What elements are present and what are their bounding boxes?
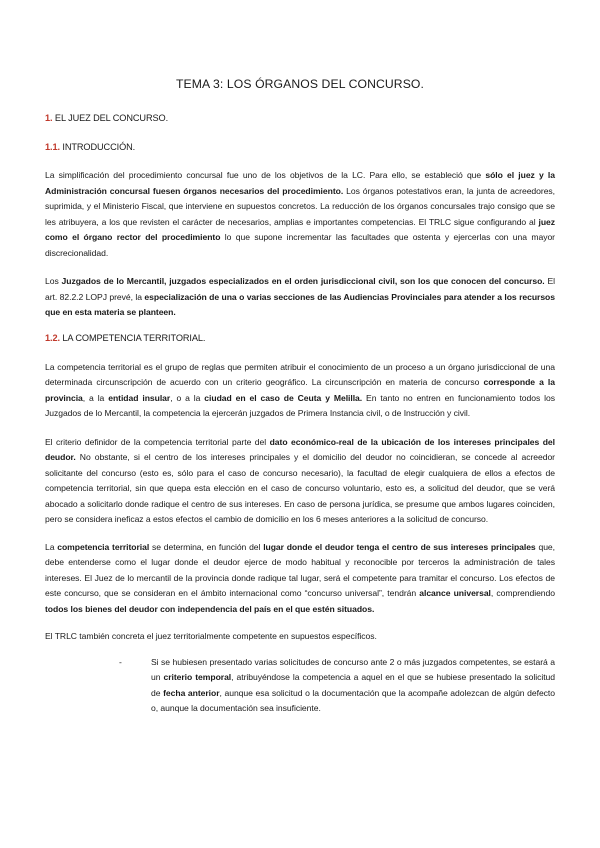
paragraph-trlc-supuestos: El TRLC también concreta el juez territorialmente competente en supuestos específicos.: [45, 631, 377, 641]
bullet-text: Si se hubiesen presentado varias solicitudes de concurso ante 2 o más juzgados competentes, se estará a un criterio temporal, atribuyéndose la competencia a aquel en el que se hubiese presentado la solicitud de fecha anterior, aunque esa solicitud o la documentación que la acompañe adolezcan de algún defecto o, aunque la documentación sea insuficiente.: [151, 656, 556, 713]
section-label: EL JUEZ DEL CONCURSO.: [52, 113, 169, 123]
section-number: 1.: [45, 113, 53, 123]
bullet-marker: -: [119, 656, 122, 667]
section-number: 1.2.: [45, 332, 60, 343]
paragraph-simplificacion: La simplificación del procedimiento concursal fue uno de los objetivos de la LC. Para ello, se estableció que sólo el juez y la Administración concursal fuesen órganos necesarios del procedimiento. Los órganos potestativos eran, la junta de acreedores, suprimida, y el Ministerio Fiscal, que interviene en supuestos concretos. La reducción de los órganos concursales trajo consigo que se les atribuyera, a los que revisten el carácter de necesarios, amplias e importantes competencias. El TRLC sigue configurando al juez como el órgano rector del procedimiento lo que supone incrementar las facultades que ostenta y ejercerlas con una mayor discrecionalidad.: [45, 170, 556, 258]
section-heading-introduccion: [45, 141, 555, 153]
list-item: [45, 655, 555, 717]
section-heading-competencia-territorial: [45, 332, 555, 344]
paragraph-criterio-definidor: El criterio definidor de la competencia territorial parte del dato económico-real de la ubicación de los intereses principales del deudor. No obstante, si el centro de los intereses principales y el domicilio del deudor no coincidieran, se concede al acreedor solicitante del concurso (esto es, sólo para el caso de concurso necesario), la facultad de elegir cualquiera de ellos a efectos de competencia territorial, sin que quepa esta elección en el caso de concurso voluntario, esto es, a solicitud del deudor, que se verá abocado a solicitarlo donde radique el centro de sus intereses. En caso de persona jurídica, se presume que ambos lugares coinciden, pero se considera ineficaz a estos efectos el cambio de domicilio en los 6 meses anteriores a la solicitud de concurso.: [45, 436, 555, 524]
section-label: LA COMPETENCIA TERRITORIAL.: [59, 332, 206, 343]
section-heading-juez: [45, 112, 555, 124]
section-label: INTRODUCCIÓN.: [59, 142, 136, 152]
bullet-list: [45, 655, 555, 717]
paragraph-competencia-definicion: La competencia territorial es el grupo de reglas que permiten atribuir el conocimiento de un proceso a un órgano jurisdiccional de una determinada circunscripción de acuerdo con un criterio geográfico. La circunscripción en materia de concurso corresponde a la provincia, a la entidad insular, o a la ciudad en el caso de Ceuta y Melilla. En tanto no entren en funcionamiento todos los Juzgados de lo Mercantil, la competencia la ejercerán juzgados de Primera Instancia civil, o de Instrucción y civil.: [45, 361, 556, 418]
section-number: 1.1.: [45, 142, 60, 152]
paragraph-determinacion-competencia: La competencia territorial se determina, en función del lugar donde el deudor tenga el centro de sus intereses principales que, debe entenderse como el lugar donde el deudor ejerce de modo habitual y reconocible por terceros la administración de tales intereses. El Juez de lo mercantil de la provincia donde radique tal lugar, será el competente para tramitar el concurso. Los efectos de este concurso, que se consideran en el ámbito internacional como “concurso universal”, tendrán alcance universal, comprendiendo todos los bienes del deudor con independencia del país en el que estén situados.: [45, 541, 555, 614]
paragraph-juzgados-mercantil: Los Juzgados de lo Mercantil, juzgados especializados en el orden jurisdiccional civil, son los que conocen del concurso. El art. 82.2.2 LOPJ prevé, la especialización de una o varias secciones de las Audiencias Provinciales para atender a los recursos que en esta materia se planteen.: [45, 276, 555, 317]
document-title: TEMA 3: LOS ÓRGANOS DEL CONCURSO.: [175, 77, 424, 91]
